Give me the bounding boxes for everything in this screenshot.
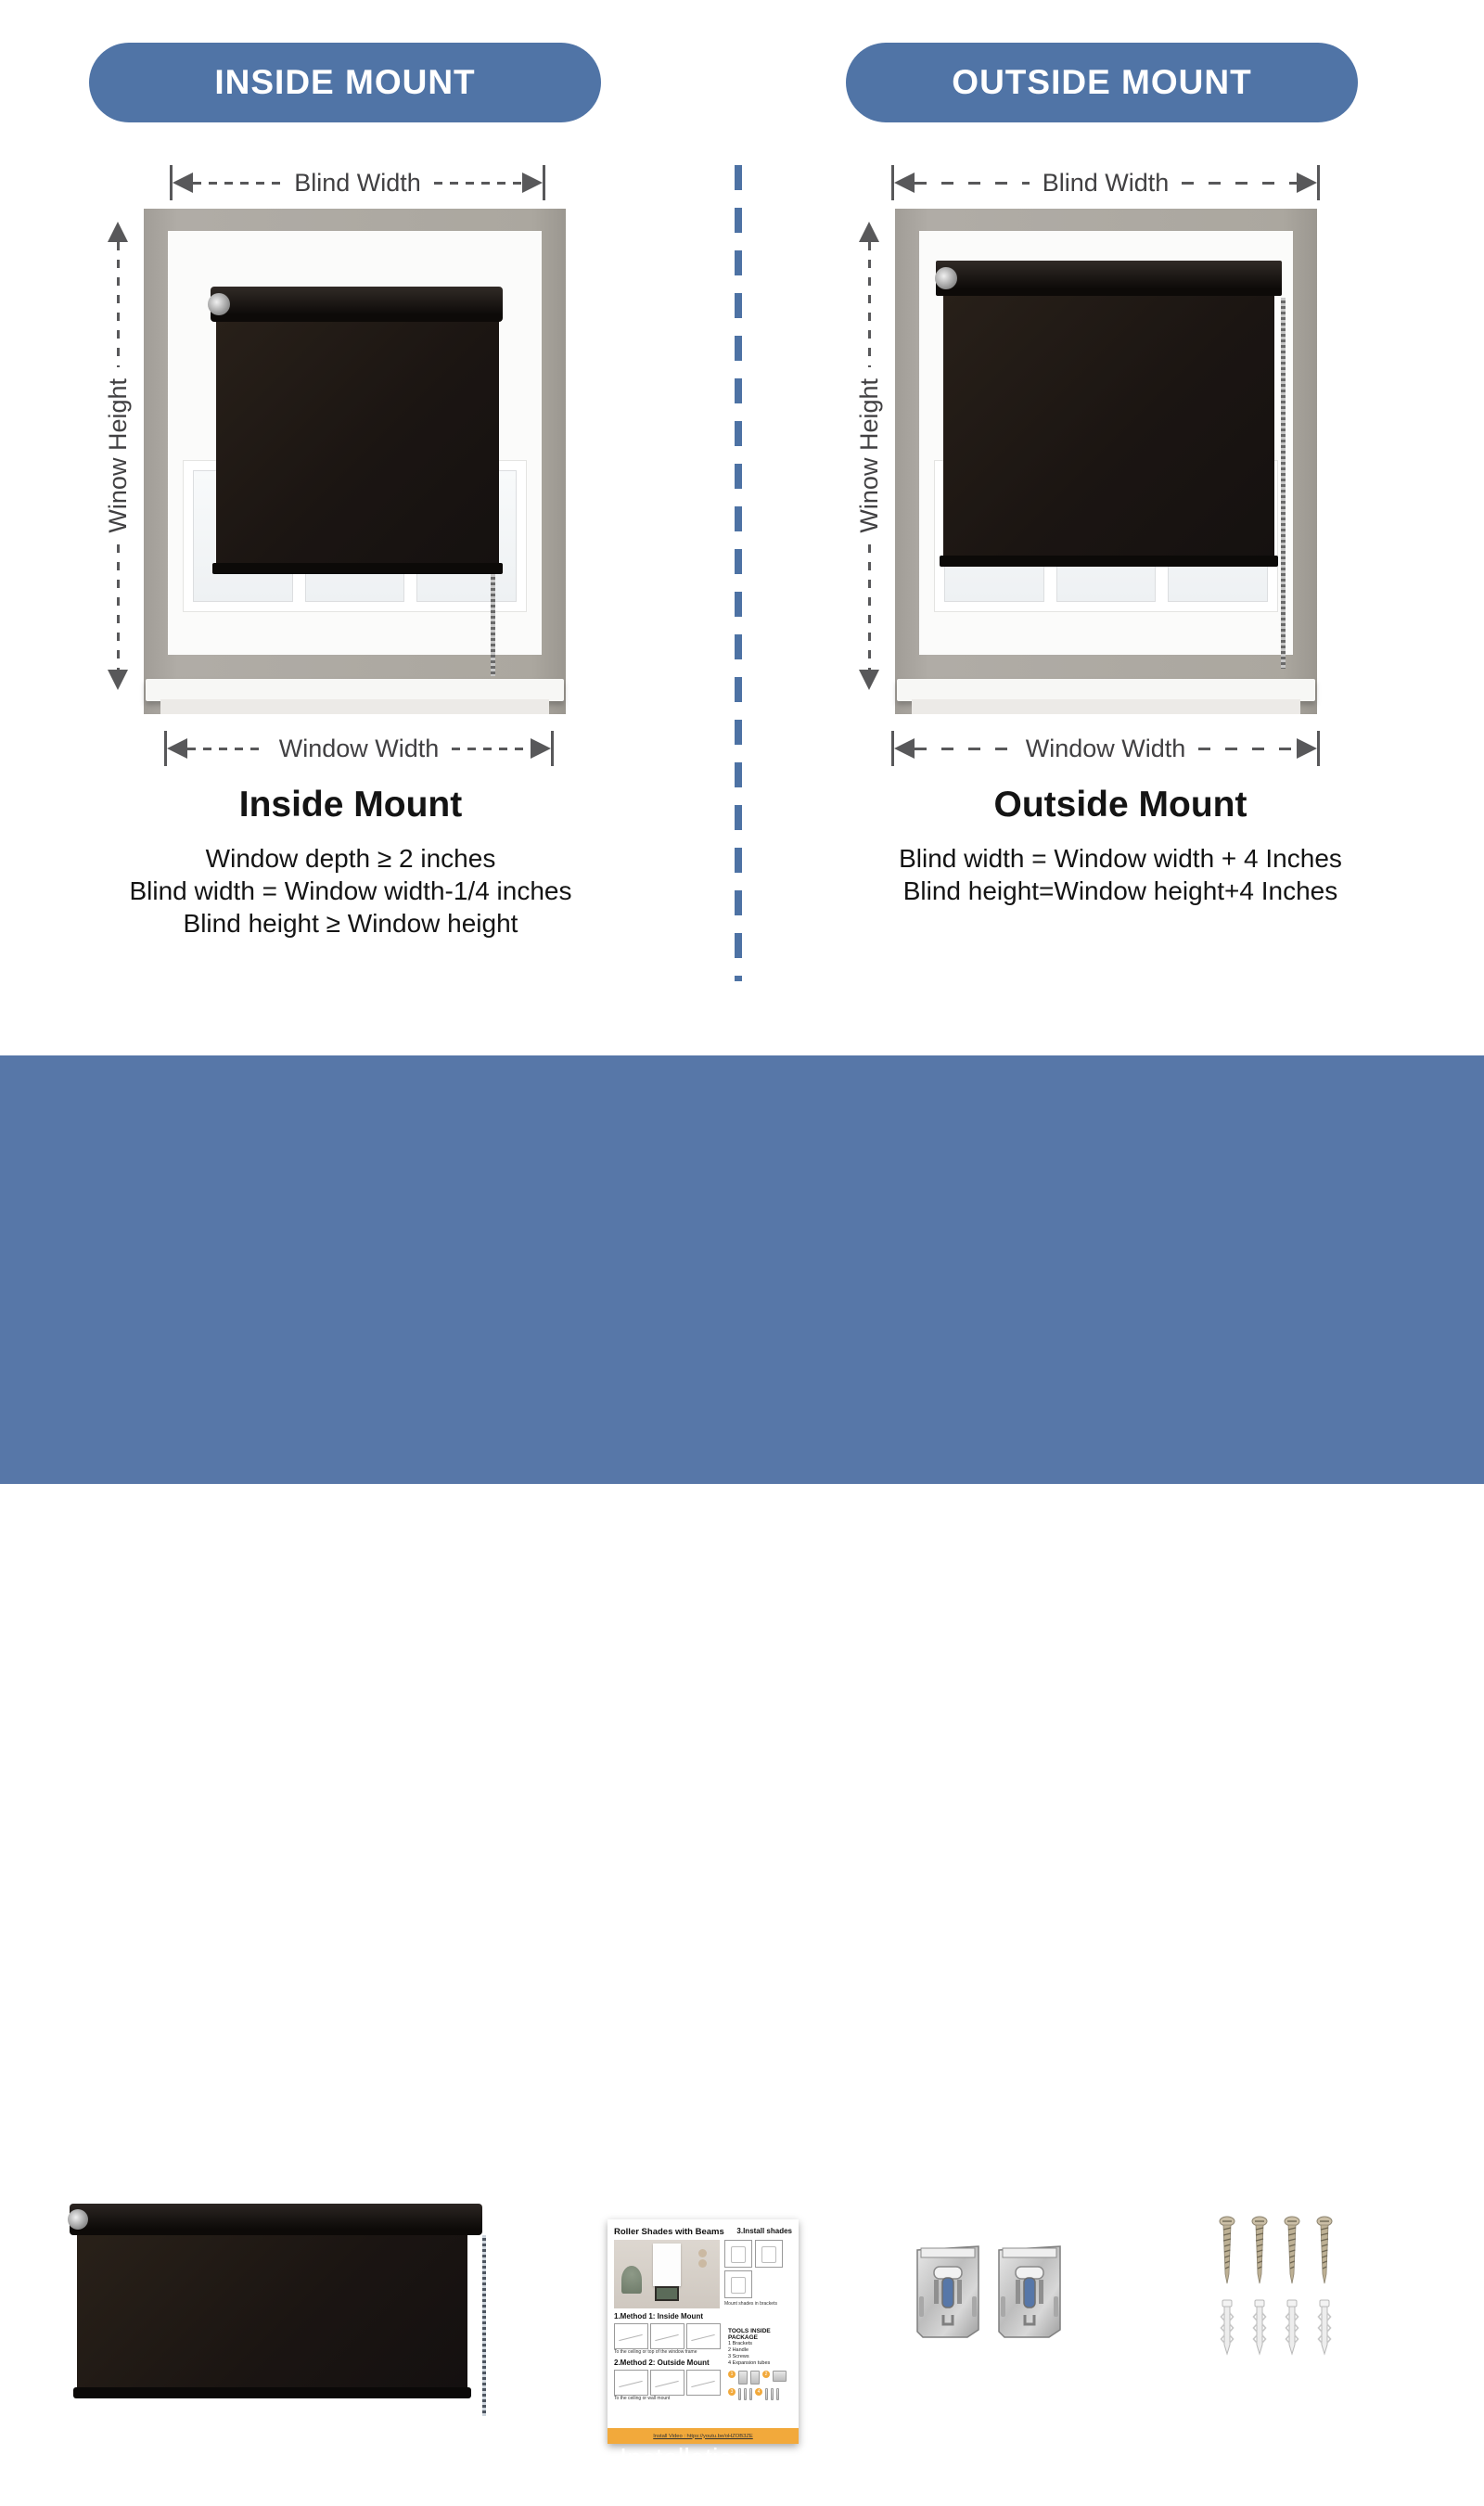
package-heading: PACKAGE INCLUDES: xyxy=(79,2134,549,2182)
dashed-line xyxy=(915,182,1030,185)
up-arrowhead-icon xyxy=(108,222,128,242)
mini-anchor-icon xyxy=(776,2388,779,2400)
dashed-line xyxy=(1182,182,1297,185)
bracket-icon xyxy=(995,2241,1064,2341)
blind-width-arrow xyxy=(170,162,545,203)
inside-mount-specs xyxy=(35,842,666,940)
arrow-tick xyxy=(1317,165,1320,200)
instruction-caption-line1: Installation xyxy=(620,2444,748,2474)
tool-line: 4 Expansion tubes xyxy=(728,2360,771,2366)
dashed-line xyxy=(117,544,120,670)
mini-shade-icon xyxy=(653,2244,681,2286)
cassette-end-cap xyxy=(208,293,230,315)
mini-anchor-icon xyxy=(765,2388,768,2400)
inside-mount-pill-label: INSIDE MOUNT xyxy=(214,63,476,101)
tool-badge: 4 xyxy=(755,2388,762,2396)
tool-line: 1 Brackets xyxy=(728,2341,752,2346)
screw-icon xyxy=(1251,2217,1268,2285)
leaflet-title: Roller Shades with Beams xyxy=(614,2227,724,2237)
instruction-caption xyxy=(620,2443,780,2506)
leaflet-method2-caption: To the ceiling or wall mount xyxy=(614,2396,671,2401)
bead-chain-icon xyxy=(1281,298,1286,669)
right-arrowhead-icon xyxy=(531,738,551,759)
dashed-line xyxy=(117,242,120,367)
dashed-divider xyxy=(735,165,742,981)
blind-fabric xyxy=(77,2231,467,2391)
spec-line: Window depth ≥ 2 inches xyxy=(205,844,496,873)
mini-screw-icon xyxy=(738,2388,741,2400)
mini-anchor-icon xyxy=(771,2388,774,2400)
window-frame xyxy=(144,209,566,714)
window-sill xyxy=(146,679,564,701)
tool-badge: 3 xyxy=(728,2388,736,2396)
diagram-box xyxy=(686,2323,721,2349)
spec-line: Blind height=Window height+4 Inches xyxy=(902,876,1338,905)
mini-handle-icon xyxy=(773,2371,787,2382)
roller-blind xyxy=(938,261,1278,557)
blind-fabric xyxy=(216,318,499,565)
wall-anchor-icon xyxy=(1252,2300,1267,2358)
mini-bracket-icon xyxy=(738,2371,748,2385)
wall-anchor-icon xyxy=(1220,2300,1235,2358)
tool-badge: 1 xyxy=(728,2371,736,2378)
blind-width-label: Blind Width xyxy=(294,168,421,197)
leaflet-methods-column xyxy=(614,2321,723,2401)
outside-mount-specs xyxy=(805,842,1436,907)
window-height-arrow xyxy=(849,222,889,690)
screw-row xyxy=(1206,2217,1345,2285)
dashed-line xyxy=(915,748,1013,750)
screw-icon xyxy=(1316,2217,1333,2285)
diagram-box xyxy=(755,2240,783,2268)
dashed-line xyxy=(1198,748,1297,750)
leaflet-body xyxy=(614,2321,792,2401)
blind-bottom-rail xyxy=(940,556,1278,567)
leaflet-install-title: 3.Install shades xyxy=(736,2227,792,2235)
leaflet-install-column xyxy=(724,2240,792,2308)
tool-line: 3 Screws xyxy=(728,2354,749,2359)
tool-icons xyxy=(728,2371,792,2385)
diagram-box xyxy=(614,2370,648,2396)
roller-blind xyxy=(211,287,503,565)
window-height-label: Winow Height xyxy=(103,378,132,533)
blind-width-label: Blind Width xyxy=(1042,168,1170,197)
leaflet-video-bar xyxy=(608,2428,799,2444)
roller-blind-caption: Roller Blind with bead chain ×1 xyxy=(88,2447,458,2476)
up-arrowhead-icon xyxy=(859,222,879,242)
inside-mount-pill xyxy=(89,43,601,122)
installation-leaflet xyxy=(608,2219,799,2444)
window-frame xyxy=(895,209,1317,714)
blind-cassette xyxy=(70,2204,482,2235)
tool-badge: 2 xyxy=(762,2371,770,2378)
down-arrowhead-icon xyxy=(859,670,879,690)
diagram-row xyxy=(614,2370,723,2396)
plant-icon xyxy=(621,2266,642,2294)
blind-cassette xyxy=(936,261,1282,296)
diagram-row xyxy=(724,2240,792,2268)
instruction-caption-line2: instruction ×1 xyxy=(620,2475,781,2505)
diagram-row xyxy=(724,2270,792,2298)
leaflet-photo xyxy=(614,2240,720,2308)
window-apron xyxy=(912,699,1300,714)
brackets-group xyxy=(914,2241,1064,2341)
screws-group xyxy=(1206,2217,1345,2358)
blind-width-arrow xyxy=(891,162,1320,203)
inside-mount-heading: Inside Mount xyxy=(238,785,463,825)
spec-line: Blind height ≥ Window height xyxy=(183,909,518,938)
outside-mount-pill-label: OUTSIDE MOUNT xyxy=(952,63,1252,101)
window-width-label: Window Width xyxy=(278,734,440,762)
dashed-line xyxy=(452,748,531,750)
package-section xyxy=(0,1055,1484,2505)
screw-icon xyxy=(1219,2217,1235,2285)
leaflet-header xyxy=(614,2227,792,2237)
blind-cassette xyxy=(211,287,503,322)
leaflet-install-caption: Mount shades in brackets xyxy=(724,2301,777,2307)
outside-mount-illustration xyxy=(849,155,1354,786)
leaflet-top-row xyxy=(614,2240,792,2308)
diagram-box xyxy=(724,2270,752,2298)
spec-line: Blind width = Window width-1/4 inches xyxy=(129,876,572,905)
window-width-label: Window Width xyxy=(1025,734,1186,762)
dashed-line xyxy=(868,544,871,670)
window-sill xyxy=(897,679,1315,701)
diagram-row xyxy=(614,2323,723,2349)
wall-anchor-icon xyxy=(1317,2300,1332,2358)
anchor-row xyxy=(1206,2300,1345,2358)
diagram-box xyxy=(724,2240,752,2268)
dashed-line xyxy=(193,182,281,185)
screw-icon xyxy=(1284,2217,1300,2285)
diagram-box xyxy=(650,2323,684,2349)
window-height-label: Winow Height xyxy=(854,378,883,533)
tool-line: 2 Handle xyxy=(728,2347,749,2353)
left-arrowhead-icon xyxy=(894,738,915,759)
cassette-end-cap xyxy=(68,2209,88,2230)
screws-caption: Screws x8 xyxy=(1178,2376,1302,2406)
mini-screw-icon xyxy=(744,2388,747,2400)
leaflet-method1-title: 1.Method 1: Inside Mount xyxy=(614,2312,703,2321)
package-roller-blind xyxy=(70,2204,482,2422)
outside-mount-heading: Outside Mount xyxy=(993,785,1247,825)
leaflet-tools-column xyxy=(728,2321,792,2401)
bracket-icon xyxy=(914,2241,982,2341)
diagram-box xyxy=(650,2370,684,2396)
blind-bottom-rail xyxy=(73,2387,471,2398)
mini-window-icon xyxy=(655,2286,679,2301)
dashed-line xyxy=(868,242,871,367)
left-arrowhead-icon xyxy=(894,173,915,193)
mini-screw-icon xyxy=(749,2388,752,2400)
arrow-tick xyxy=(1317,731,1320,766)
right-arrowhead-icon xyxy=(1297,738,1317,759)
tool-icons xyxy=(728,2388,792,2400)
spec-line: Blind width = Window width + 4 Inches xyxy=(899,844,1342,873)
leaflet-method1-caption: To the ceiling or top of the window frame xyxy=(614,2349,697,2355)
arrow-tick xyxy=(543,165,545,200)
dashed-line xyxy=(434,182,522,185)
leaflet-method2-title: 2.Method 2: Outside Mount xyxy=(614,2359,710,2367)
cassette-end-cap xyxy=(935,267,957,289)
bead-chain-icon xyxy=(482,2235,486,2416)
brackets-caption: Brackets x2 xyxy=(923,2366,1064,2396)
leaflet-video-link: Install Video : https://youtu.be/oHZOB3ZE xyxy=(653,2433,753,2439)
mini-bracket-icon xyxy=(750,2371,760,2385)
diagram-box xyxy=(686,2370,721,2396)
outside-mount-pill xyxy=(846,43,1358,122)
inside-mount-illustration xyxy=(97,155,603,786)
right-arrowhead-icon xyxy=(522,173,543,193)
window-width-arrow xyxy=(891,728,1320,769)
dashed-line xyxy=(187,748,266,750)
arrow-tick xyxy=(551,731,554,766)
leaflet-tools-title: TOOLS INSIDE PACKAGE xyxy=(728,2328,771,2341)
wall-anchor-icon xyxy=(1285,2300,1299,2358)
window-apron xyxy=(160,699,549,714)
left-arrowhead-icon xyxy=(167,738,187,759)
blind-bottom-rail xyxy=(212,563,503,574)
diagram-box xyxy=(614,2323,648,2349)
down-arrowhead-icon xyxy=(108,670,128,690)
right-arrowhead-icon xyxy=(1297,173,1317,193)
window-height-arrow xyxy=(97,222,138,690)
left-arrowhead-icon xyxy=(173,173,193,193)
wall-decor-icon xyxy=(698,2249,707,2257)
window-width-arrow xyxy=(164,728,554,769)
blind-fabric xyxy=(943,292,1274,557)
